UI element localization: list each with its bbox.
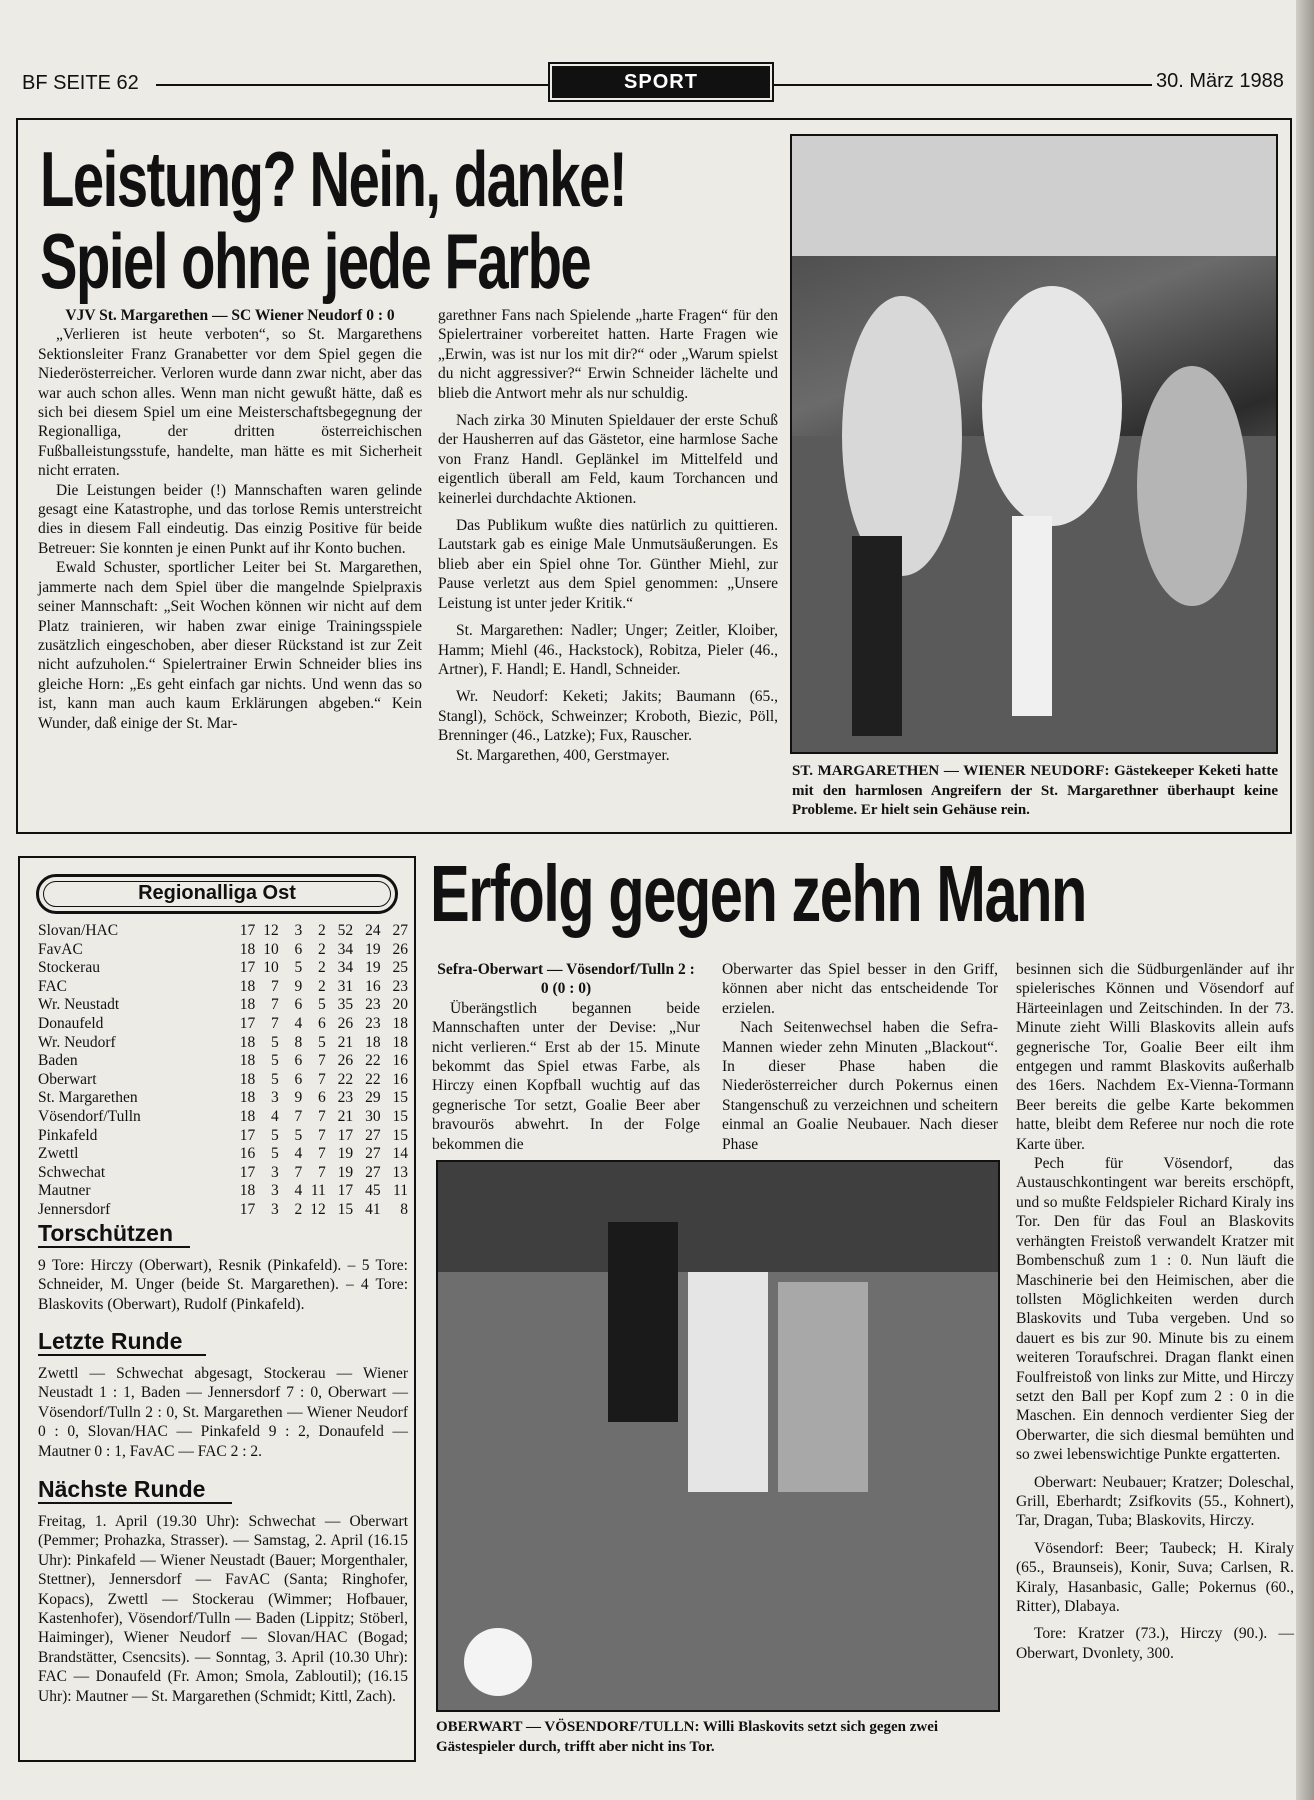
next-round-text	[38, 1512, 408, 1706]
standings-cell: 34	[337, 940, 354, 958]
standings-cell: 6	[294, 1070, 303, 1088]
standings-row	[38, 1145, 408, 1164]
bottom-lineup-away: Vösendorf: Beer; Taubeck; H. Kiraly (65., Braunseis), Konir, Suva; Carlsen, R. Kiraly, Hasanbasic, Galle; Pokernus (60., Ritter), Dlabaya.	[1016, 1539, 1294, 1615]
top-lineup-away: Wr. Neudorf: Keketi; Jakits; Baumann (65., Stangl), Schöck, Schweinzer; Kroboth, Biezic, Pöll, Brenninger (46., Latzke); Fux, Rauscher.	[438, 688, 778, 745]
standings-cell: 34	[337, 959, 354, 977]
photo-placeholder-icon	[438, 1162, 1000, 1712]
standings-cell: 15	[337, 1200, 354, 1218]
standings-row	[38, 1089, 408, 1108]
standings-cell: 17	[239, 1163, 256, 1181]
standings-cell: 22	[365, 1070, 381, 1088]
scorers-paragraph: 9 Tore: Hirczy (Oberwart), Resnik (Pinkafeld). – 5 Tore: Schneider, M. Unger (beide St. Margarethen). – 4 Tore: Blaskovits (Oberwart), Rudolf (Pinkafeld).	[38, 1257, 408, 1313]
last-round-text	[38, 1364, 408, 1461]
standings-cell: 21	[337, 1033, 354, 1051]
standings-cell: 11	[393, 1182, 408, 1200]
standings-cell: 5	[271, 1145, 279, 1163]
standings-cell: 18	[239, 1070, 256, 1088]
top-article-column-2	[438, 306, 778, 765]
page-fold-edge	[1296, 0, 1314, 1800]
standings-cell: 17	[239, 1200, 256, 1218]
standings-cell: 7	[318, 1163, 326, 1181]
standings-row	[38, 922, 408, 941]
standings-cell: 2	[318, 977, 326, 995]
standings-cell: 26	[337, 1014, 354, 1032]
standings-cell: 4	[294, 1014, 303, 1032]
page-number: BF SEITE 62	[22, 72, 139, 94]
photo-placeholder-icon	[792, 136, 1278, 754]
standings-cell: 17	[239, 959, 256, 977]
bottom-article-column-1	[432, 960, 700, 1154]
standings-cell: 18	[392, 1033, 408, 1051]
team-name: Zwettl	[38, 1145, 79, 1163]
standings-cell: 27	[365, 1163, 381, 1181]
standings-cell: 6	[294, 940, 303, 958]
standings-cell: 5	[318, 1033, 326, 1051]
top-venue: St. Margarethen, 400, Gerstmayer.	[456, 746, 670, 764]
top-headline-line1: Leistung? Nein, danke!	[40, 135, 627, 223]
standings-cell: 10	[263, 940, 279, 958]
standings-cell: 17	[337, 1126, 354, 1144]
standings-cell: 5	[294, 1126, 303, 1144]
standings-cell: 19	[365, 940, 381, 958]
standings-row	[38, 1052, 408, 1071]
standings-cell: 7	[318, 1070, 326, 1088]
standings-cell: 18	[239, 1107, 256, 1125]
standings-cell: 16	[392, 1052, 408, 1070]
bottom-paragraph: Pech für Vösendorf, das Austauschkontingent war bereits erschöpft, und so mußte Feldspieler Richard Kiraly ins Tor. Den für das Foul an Blaskovits verhängten Freistoß verwandelt Kratzer mit Bombenschuß zum 1 : 0. Nun läuft die Maschinerie bei den Heimischen, aber die tollsten Möglichkeiten werden durch Blaskovits und Tuba vergeben. Und so dauert es bis zur 90. Minute bis zu einem weiteren Toraufschrei. Dragan flankt einen Foulfreistoß von links zur Mitte, und Hirczy setzt den Ball per Kopf zum 2 : 0 in die Maschen. Ein dennoch verdienter Sieg der Oberwarter, die sich diesmal bemühten und so zwei lebenswichtige Punkte ergatterten.	[1016, 1155, 1294, 1464]
bottom-lineup-home: Oberwart: Neubauer; Kratzer; Doleschal, Grill, Eberhardt; Zsifkovits (55., Kohnert), Tar, Dragan, Tuba; Blaskovits, Hirczy.	[1016, 1473, 1294, 1530]
standings-cell: 9	[294, 977, 303, 995]
match-photo-goalkeeper	[790, 134, 1278, 754]
standings-cell: 12	[263, 922, 279, 939]
standings-cell: 27	[365, 1126, 381, 1144]
standings-cell: 16	[392, 1070, 408, 1088]
standings-cell: 6	[318, 1089, 326, 1107]
standings-cell: 12	[310, 1200, 326, 1218]
bottom-paragraph: Nach Seitenwechsel haben die Sefra-Mannen wieder zehn Minuten „Blackout“. In dieser Phase haben die Niederösterreicher durch Pokernus einen Stangenschuß zu verzeichnen und scheitern einmal an Goalie Neubauer. Nach dieser Phase	[722, 1019, 998, 1153]
match-photo-blaskovits	[436, 1160, 1000, 1712]
scorers-heading: Torschützen	[38, 1220, 174, 1246]
standings-cell: 27	[392, 922, 408, 939]
standings-cell: 20	[392, 996, 408, 1014]
standings-cell: 2	[294, 1200, 303, 1218]
standings-cell: 2	[318, 959, 326, 977]
team-name: Oberwart	[38, 1070, 97, 1088]
standings-cell: 8	[294, 1033, 303, 1051]
standings-row	[38, 1108, 408, 1127]
standings-row	[38, 959, 408, 978]
bottom-match-result: Sefra-Oberwart — Vösendorf/Tulln 2 : 0 (0 : 0)	[437, 961, 695, 998]
scorers-text	[38, 1256, 408, 1314]
standings-cell: 19	[337, 1145, 354, 1163]
standings-cell: 15	[392, 1107, 408, 1125]
bottom-photo-caption: OBERWART — VÖSENDORF/TULLN: Willi Blaskovits setzt sich gegen zwei Gästespieler durch, trifft aber nicht ins Tor.	[436, 1719, 939, 1755]
standings-row	[38, 1164, 408, 1183]
standings-cell: 18	[239, 1052, 256, 1070]
standings-cell: 22	[337, 1070, 354, 1088]
next-round-paragraph: Freitag, 1. April (19.30 Uhr): Schwechat — Oberwart (Pemmer; Prohazka, Strasser). — Samstag, 2. April (16.15 Uhr): Pinkafeld — Wiener Neustadt (Bauer; Morgenthaler, Stettner), Jennersdorf — FavAC (Santa; Ringhofer, Kopacs), Zwettl — Stockerau (Wimmer; Hofbauer, Kastenhofer), Vösendorf/Tulln — Baden (Lippitz; Stöberl, Haiminger), Wiener Neudorf — Slovan/HAC (Bogad; Brandstätter, Csencsits). — Sonntag, 3. April (10.30 Uhr): FAC — Donaufeld (Fr. Amon; Smola, Zabloutil); (16.15 Uhr): Mautner — St. Margarethen (Schmidt; Kittl, Zach).	[38, 1513, 408, 1705]
team-name: FavAC	[38, 940, 83, 958]
team-name: Jennersdorf	[38, 1200, 111, 1218]
bottom-paragraph: Oberwarter das Spiel besser in den Griff, können aber nicht das entscheidende Tor erzielen.	[722, 961, 998, 1017]
last-round-paragraph: Zwettl — Schwechat abgesagt, Stockerau — Wiener Neustadt 1 : 1, Baden — Jennersdorf 7 : 0, Oberwart — Vösendorf/Tulln 2 : 0, St. Margarethen — Wiener Neudorf 0 : 0, Slovan/HAC — Pinkafeld 9 : 2, Donaufeld — Mautner 0 : 1, FavAC — FAC 2 : 2.	[38, 1365, 408, 1460]
bottom-headline: Erfolg gegen zehn Mann	[430, 849, 1086, 938]
standings-cell: 18	[239, 1182, 256, 1200]
standings-cell: 3	[271, 1182, 279, 1200]
standings-cell: 4	[271, 1107, 279, 1125]
standings-cell: 7	[318, 1145, 326, 1163]
standings-cell: 6	[294, 1052, 303, 1070]
standings-cell: 52	[337, 922, 354, 939]
next-round-heading: Nächste Runde	[38, 1476, 206, 1502]
team-name: Wr. Neudorf	[38, 1033, 116, 1051]
standings-cell: 18	[392, 1014, 408, 1032]
team-name: Donaufeld	[38, 1014, 104, 1032]
team-name: Stockerau	[38, 959, 100, 977]
standings-cell: 3	[271, 1163, 279, 1181]
standings-cell: 3	[294, 922, 303, 939]
standings-row	[38, 1127, 408, 1146]
standings-cell: 17	[239, 922, 256, 939]
standings-cell: 41	[365, 1200, 381, 1218]
bottom-paragraph: Überängstlich begannen beide Mannschaften unter der Devise: „Nur nicht verlieren.“ Erst ab der 15. Minute bekommt das Spiel etwas Farbe, als Hirczy einen Kopfball wuchtig auf das gegnerische Tor setzt, Goalie Beer aber bravourös abwehrt. In der Folge bekommen die	[432, 999, 700, 1153]
team-name: Mautner	[38, 1182, 91, 1200]
team-name: St. Margarethen	[38, 1089, 138, 1107]
standings-cell: 2	[318, 940, 326, 958]
standings-cell: 8	[400, 1200, 408, 1218]
standings-cell: 18	[239, 977, 256, 995]
standings-cell: 2	[318, 922, 326, 939]
top-headline-line2: Spiel ohne jede Farbe	[40, 217, 591, 305]
standings-cell: 7	[294, 1163, 303, 1181]
team-name: Wr. Neustadt	[38, 996, 120, 1014]
last-round-heading: Letzte Runde	[38, 1328, 183, 1354]
standings-cell: 5	[271, 1126, 279, 1144]
standings-row	[38, 996, 408, 1015]
standings-cell: 26	[337, 1052, 354, 1070]
standings-cell: 35	[337, 996, 354, 1014]
standings-cell: 18	[239, 1089, 256, 1107]
standings-cell: 29	[365, 1089, 381, 1107]
bottom-goals: Tore: Kratzer (73.), Hirczy (90.). — Oberwart, Dvonlety, 300.	[1016, 1625, 1294, 1662]
standings-cell: 24	[365, 922, 381, 939]
standings-row	[38, 1034, 408, 1053]
standings-cell: 26	[392, 940, 408, 958]
standings-cell: 9	[294, 1089, 303, 1107]
top-match-result: VJV St. Margarethen — SC Wiener Neudorf 0 : 0	[65, 307, 395, 324]
top-photo-caption: ST. MARGARETHEN — WIENER NEUDORF: Gästekeeper Keketi hatte mit den harmlosen Angreifern der St. Margarethner überhaupt keine Probleme. Er hielt sein Gehäuse rein.	[792, 763, 1278, 818]
standings-cell: 18	[239, 940, 256, 958]
standings-cell: 5	[318, 996, 326, 1014]
top-paragraph: Ewald Schuster, sportlicher Leiter bei St. Margarethen, jammerte nach dem Spiel über die mangelnde Spielpraxis seiner Mannschaft: „Seit Wochen können wir nicht auf dem Platz trainieren, wir haben zwar einige Trainingsspiele zusätzlich eingeschoben, aber dieser Rückstand ist zur Zeit nicht aufzuholen.“ Spielertrainer Erwin Schneider blies ins gleiche Horn: „Es geht einfach gar nichts. Und wenn das so ist, kann man auch kaum Erklärungen abgeben.“ Kein Wunder, daß einige der St. Mar-	[38, 559, 422, 732]
standings-cell: 21	[337, 1107, 354, 1125]
standings-cell: 6	[294, 996, 303, 1014]
team-name: Slovan/HAC	[38, 922, 119, 939]
standings-cell: 23	[392, 977, 408, 995]
standings-cell: 17	[337, 1182, 354, 1200]
standings-cell: 4	[294, 1145, 303, 1163]
team-name: Baden	[38, 1052, 78, 1070]
team-name: Vösendorf/Tulln	[38, 1107, 141, 1125]
top-lineup-home: St. Margarethen: Nadler; Unger; Zeitler, Kloiber, Hamm; Miehl (46., Hackstock), Robitza, Pieler (46., Artner), F. Handl; E. Handl, Schneider.	[438, 622, 778, 678]
standings-row	[38, 1201, 408, 1220]
standings-cell: 4	[294, 1182, 303, 1200]
top-paragraph: garethner Fans nach Spielende „harte Fragen“ für den Spielertrainer vorbereitet hatten. Harte Fragen wie „Erwin, was ist nur los mit dir?“ oder „Warum spielst du nicht aggressiver?“ Erwin Schneider lächelte und blieb die Antwort mehr als nur schuldig.	[438, 307, 778, 402]
standings-cell: 22	[365, 1052, 381, 1070]
standings-cell: 6	[318, 1014, 326, 1032]
standings-cell: 17	[239, 1014, 256, 1032]
standings-cell: 18	[239, 996, 256, 1014]
standings-cell: 7	[271, 977, 279, 995]
standings-cell: 19	[365, 959, 381, 977]
standings-cell: 17	[239, 1126, 256, 1144]
standings-cell: 27	[365, 1145, 381, 1163]
next-round-underline	[38, 1502, 232, 1504]
standings-cell: 14	[392, 1145, 408, 1163]
standings-cell: 7	[271, 1014, 279, 1032]
standings-cell: 7	[271, 996, 279, 1014]
standings-cell: 16	[239, 1145, 256, 1163]
section-label: SPORT	[552, 66, 770, 98]
issue-date: 30. März 1988	[1156, 70, 1284, 92]
standings-cell: 23	[337, 1089, 354, 1107]
bottom-paragraph: besinnen sich die Südburgenländer auf ihr spielerisches Können und Vösendorf auf Härteeinlagen und Zeitschinden. In der 73. Minute zieht Willi Blaskovits allein aufs gegnerische Tor, Goalie Beer eilt ihm entgegen und rammt Blaskovits außerhalb des 16ers. Nachdem Ex-Vienna-Tormann Beer bereits die gelbe Karte bekommen hatte, bleibt dem Referee nur noch die rote Karte über.	[1016, 961, 1294, 1153]
header-rule-right	[772, 84, 1152, 86]
team-name: FAC	[38, 977, 68, 995]
top-paragraph: Das Publikum wußte dies natürlich zu quittieren. Lautstark gab es einige Male Unmutsäußerungen. Es blieb aber ein Spiel ohne Tor. Günther Miehl, zur Pause verletzt aus dem Spiel genommen: „Unsere Leistung ist unter jeder Kritik.“	[438, 517, 778, 612]
standings-row	[38, 941, 408, 960]
standings-cell: 5	[271, 1052, 279, 1070]
standings-cell: 19	[337, 1163, 354, 1181]
standings-cell: 3	[271, 1089, 279, 1107]
standings-cell: 11	[310, 1182, 326, 1200]
top-paragraph: Nach zirka 30 Minuten Spieldauer der erste Schuß der Hausherren auf das Gästetor, eine harmlose Sache von Franz Handl. Geplänkel im Mittelfeld und eigentlich überall am Feld, kaum Torchancen und keinerlei durchdachte Aktionen.	[438, 412, 778, 507]
standings-cell: 5	[271, 1033, 279, 1051]
standings-cell: 15	[392, 1089, 408, 1107]
scorers-underline	[38, 1246, 190, 1248]
bottom-article-column-2	[722, 960, 998, 1154]
league-title: Regionalliga Ost	[36, 874, 398, 914]
bottom-article-column-3	[1016, 960, 1294, 1663]
team-name: Schwechat	[38, 1163, 106, 1181]
standings-cell: 7	[318, 1052, 326, 1070]
header-rule-left	[156, 84, 550, 86]
standings-cell: 31	[337, 977, 354, 995]
standings-cell: 18	[239, 1033, 256, 1051]
standings-cell: 5	[271, 1070, 279, 1088]
standings-cell: 16	[365, 977, 381, 995]
standings-cell: 18	[365, 1033, 381, 1051]
standings-cell: 7	[318, 1107, 326, 1125]
standings-table	[38, 922, 408, 1220]
standings-cell: 7	[294, 1107, 303, 1125]
standings-cell: 10	[263, 959, 279, 977]
standings-cell: 45	[365, 1182, 381, 1200]
standings-cell: 7	[318, 1126, 326, 1144]
last-round-underline	[38, 1354, 206, 1356]
standings-row	[38, 1071, 408, 1090]
standings-cell: 30	[365, 1107, 381, 1125]
standings-row	[38, 1182, 408, 1201]
standings-row	[38, 978, 408, 997]
top-paragraph: „Verlieren ist heute verboten“, so St. Margarethens Sektionsleiter Franz Granabetter vor dem Spiel gegen die Niederösterreicher. Verloren wurde dann zwar nicht, aber das war auch schon alles. Wenn man nicht gewußt hätte, daß es sich bei diesem Spiel um eine Meisterschaftsbegegnung der Regionalliga, der dritten österreichischen Fußballeistungsstufe, handelte, man hätte es mit Sicherheit nicht erraten.	[38, 326, 422, 480]
team-name: Pinkafeld	[38, 1126, 98, 1144]
standings-cell: 5	[294, 959, 303, 977]
standings-cell: 23	[365, 996, 381, 1014]
standings-cell: 13	[392, 1163, 408, 1181]
standings-cell: 15	[392, 1126, 408, 1144]
top-paragraph: Die Leistungen beider (!) Mannschaften waren gelinde gesagt eine Katastrophe, und das torlose Remis unterstreicht dies in diesem Fall eindeutig. Das einzig Positive für beide Betreuer: Sie konnten je einen Punkt auf ihr Konto buchen.	[38, 481, 422, 557]
standings-row	[38, 1015, 408, 1034]
standings-cell: 3	[271, 1200, 279, 1218]
top-article-column-1	[38, 306, 422, 733]
standings-cell: 23	[365, 1014, 381, 1032]
standings-cell: 25	[392, 959, 408, 977]
